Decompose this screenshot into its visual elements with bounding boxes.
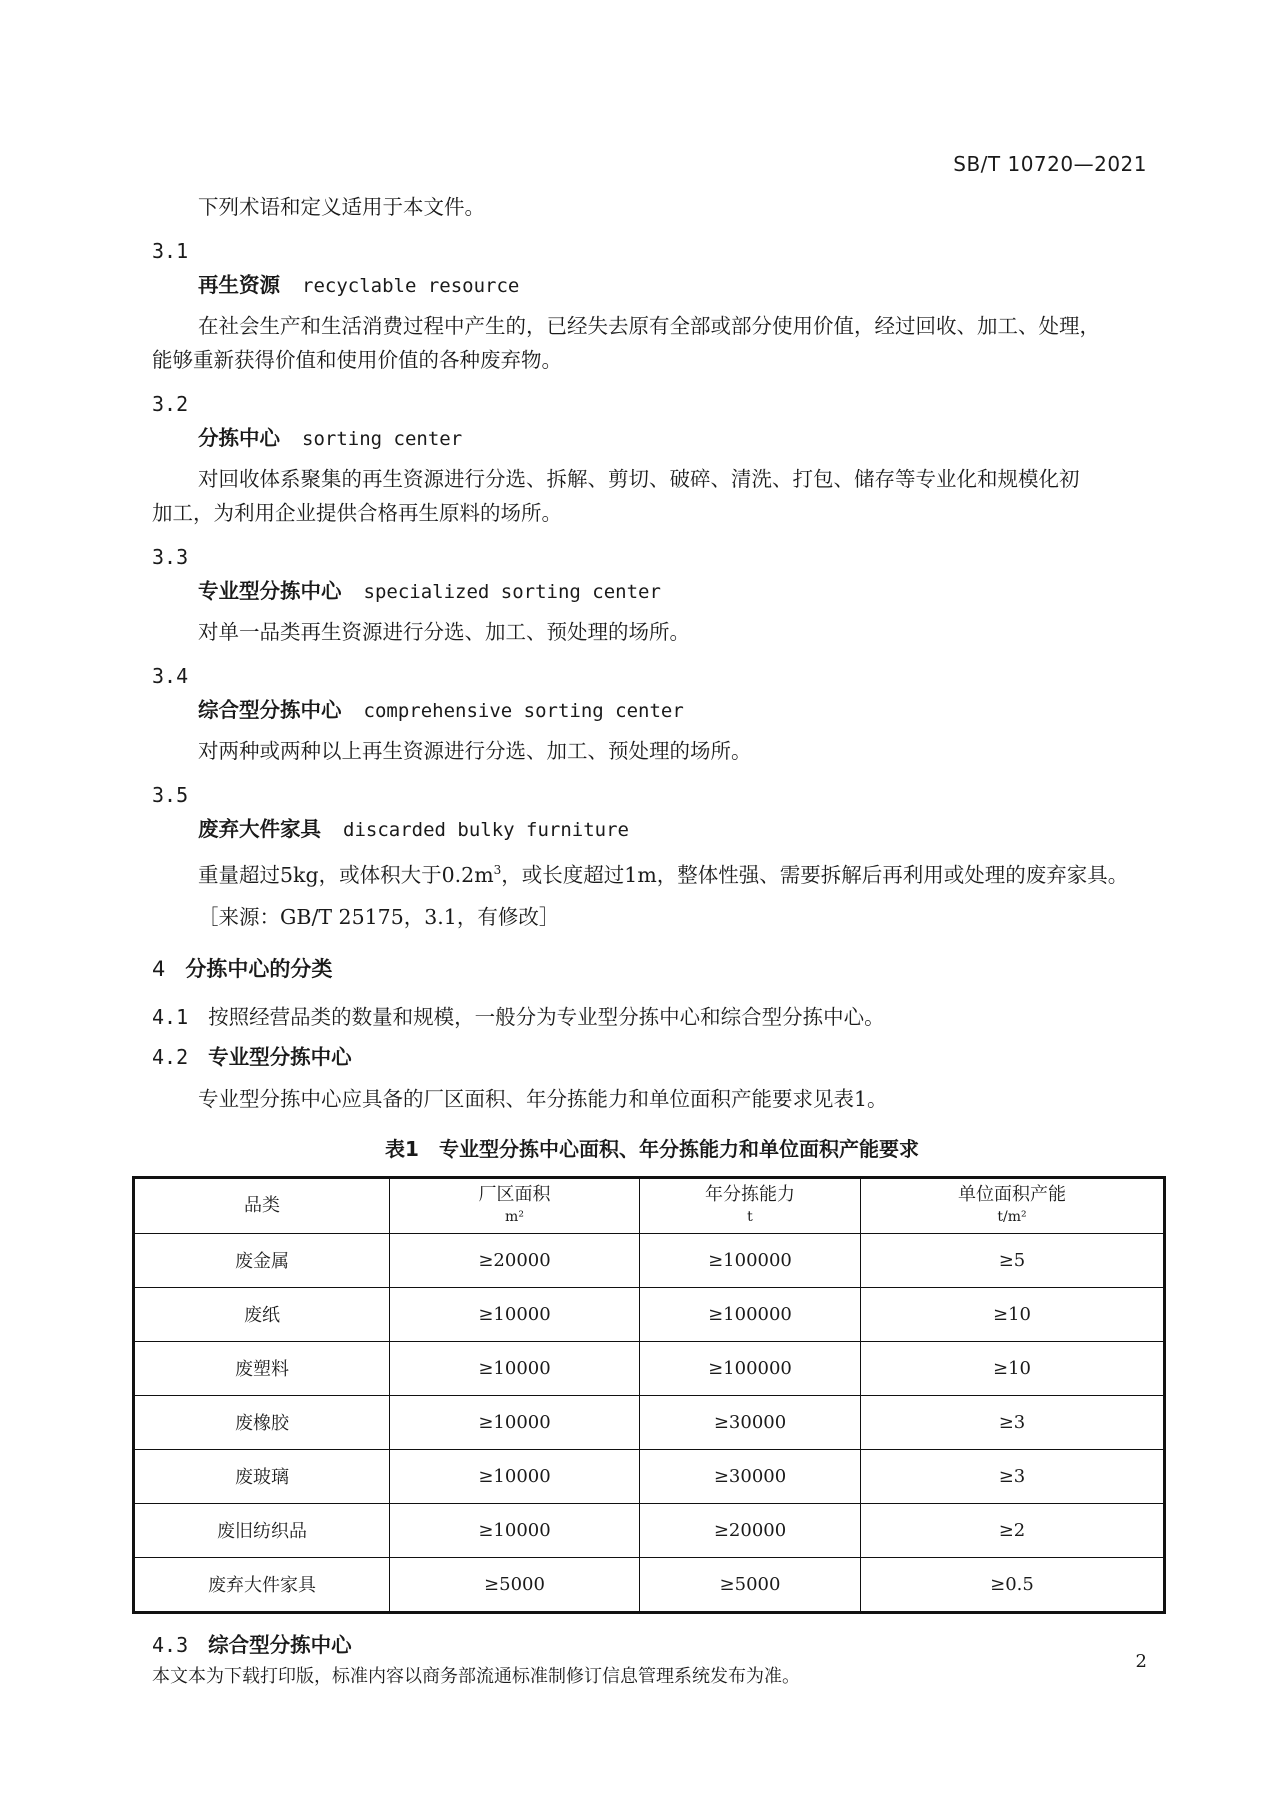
term-heading xyxy=(152,812,1152,847)
table-cell: ≥100000 xyxy=(640,1233,861,1287)
term-definition xyxy=(152,309,1152,343)
clause-text: 按照经营品类的数量和规模，一般分为专业型分拣中心和综合型分拣中心。 xyxy=(208,1004,885,1029)
table-header-cell xyxy=(640,1177,861,1233)
term-en: comprehensive sorting center xyxy=(363,700,684,722)
term-zh: 再生资源 xyxy=(198,273,280,297)
clause-number: 4.2 xyxy=(152,1044,189,1069)
table-row xyxy=(134,1557,1165,1612)
term-en: specialized sorting center xyxy=(363,581,661,603)
clause-number: 4.1 xyxy=(152,1004,189,1029)
definition-text: 重量超过5kg，或体积大于0.2m xyxy=(198,862,494,887)
clause-title: 综合型分拣中心 xyxy=(208,1632,352,1657)
clause-title: 专业型分拣中心 xyxy=(208,1044,352,1069)
table-cell: ≥10000 xyxy=(390,1449,640,1503)
table-cell: ≥100000 xyxy=(640,1287,861,1341)
table-cell: ≥10000 xyxy=(390,1341,640,1395)
table-cell: ≥10 xyxy=(861,1287,1165,1341)
table-row xyxy=(134,1503,1165,1557)
table-cell: ≥100000 xyxy=(640,1341,861,1395)
header-label: 年分拣能力 xyxy=(705,1183,795,1205)
header-label: 厂区面积 xyxy=(478,1183,551,1205)
table-cell: ≥10000 xyxy=(390,1503,640,1557)
table-cell: ≥30000 xyxy=(640,1449,861,1503)
footer-note: 本文本为下载打印版，标准内容以商务部流通标准制修订信息管理系统发布为准。 xyxy=(152,1666,800,1687)
definition-text: ，或长度超过1m，整体性强、需要拆解后再利用或处理的废弃家具。 xyxy=(501,862,1129,887)
table-cell: ≥5000 xyxy=(390,1557,640,1612)
table-row xyxy=(134,1341,1165,1395)
header-label: 品类 xyxy=(244,1194,280,1216)
table-header-cell xyxy=(861,1177,1165,1233)
table-cell: ≥20000 xyxy=(640,1503,861,1557)
definition-line: 在社会生产和生活消费过程中产生的，已经失去原有全部或部分使用价值，经过回收、加工、处理， xyxy=(198,314,1100,338)
term-definition: 对两种或两种以上再生资源进行分选、加工、预处理的场所。 xyxy=(198,739,752,763)
term-number: 3.4 xyxy=(152,664,189,688)
term-definition: 对单一品类再生资源进行分选、加工、预处理的场所。 xyxy=(198,620,690,644)
table-cell: ≥10000 xyxy=(390,1395,640,1449)
table-cell: 废橡胶 xyxy=(134,1395,390,1449)
term-heading xyxy=(152,421,1152,456)
term-heading xyxy=(152,693,1152,728)
requirements-table xyxy=(132,1176,1166,1614)
table-cell: 废纸 xyxy=(134,1287,390,1341)
term-definition xyxy=(152,853,1152,892)
chapter-heading xyxy=(152,952,1152,986)
table-row xyxy=(134,1449,1165,1503)
table-cell: ≥20000 xyxy=(390,1233,640,1287)
table-cell: ≥5 xyxy=(861,1233,1165,1287)
clause-text: 专业型分拣中心应具备的厂区面积、年分拣能力和单位面积产能要求见表1。 xyxy=(198,1086,888,1111)
table-cell: ≥3 xyxy=(861,1395,1165,1449)
table-row xyxy=(134,1395,1165,1449)
term-heading xyxy=(152,268,1152,303)
term-number: 3.2 xyxy=(152,392,189,416)
table-cell: ≥2 xyxy=(861,1503,1165,1557)
table-caption: 表1 专业型分拣中心面积、年分拣能力和单位面积产能要求 xyxy=(385,1136,919,1161)
standard-code: SB/T 10720—2021 xyxy=(953,152,1147,176)
header-unit: t/m² xyxy=(997,1208,1027,1225)
term-en: recyclable resource xyxy=(302,275,520,297)
table-row xyxy=(134,1287,1165,1341)
table-cell: ≥30000 xyxy=(640,1395,861,1449)
clause-number: 4.3 xyxy=(152,1632,189,1657)
table-header-cell xyxy=(134,1177,390,1233)
table-cell: ≥3 xyxy=(861,1449,1165,1503)
table-cell: ≥5000 xyxy=(640,1557,861,1612)
term-zh: 分拣中心 xyxy=(198,426,280,450)
chapter-title: 分拣中心的分类 xyxy=(185,956,333,981)
term-source: ［来源：GB/T 25175，3.1，有修改］ xyxy=(198,904,560,929)
table-row xyxy=(134,1233,1165,1287)
clause-4-1 xyxy=(152,1000,1152,1034)
page-number: 2 xyxy=(1135,1651,1147,1672)
clause-4-2 xyxy=(152,1040,1152,1074)
term-definition xyxy=(152,462,1152,496)
clause-4-3 xyxy=(152,1628,1152,1662)
table-header-cell xyxy=(390,1177,640,1233)
table-cell: 废金属 xyxy=(134,1233,390,1287)
superscript: 3 xyxy=(493,863,502,877)
header-label: 单位面积产能 xyxy=(958,1183,1066,1205)
definition-line: 对回收体系聚集的再生资源进行分选、拆解、剪切、破碎、清洗、打包、储存等专业化和规模化初 xyxy=(198,467,1080,491)
header-unit: m² xyxy=(505,1208,524,1225)
term-number: 3.5 xyxy=(152,783,189,807)
table-cell: 废弃大件家具 xyxy=(134,1557,390,1612)
table-cell: ≥10000 xyxy=(390,1287,640,1341)
term-zh: 废弃大件家具 xyxy=(198,817,321,841)
chapter-number: 4 xyxy=(152,956,166,981)
table-cell: 废塑料 xyxy=(134,1341,390,1395)
term-en: sorting center xyxy=(302,428,463,450)
terms-intro: 下列术语和定义适用于本文件。 xyxy=(198,195,485,219)
definition-line: 能够重新获得价值和使用价值的各种废弃物。 xyxy=(152,348,562,372)
term-heading xyxy=(152,574,1152,609)
definition-line: 加工，为利用企业提供合格再生原料的场所。 xyxy=(152,501,562,525)
table-cell: ≥10 xyxy=(861,1341,1165,1395)
header-unit: t xyxy=(747,1208,753,1225)
table-header-row xyxy=(134,1177,1165,1233)
term-zh: 综合型分拣中心 xyxy=(198,698,342,722)
table-cell: 废旧纺织品 xyxy=(134,1503,390,1557)
term-en: discarded bulky furniture xyxy=(343,819,629,841)
term-zh: 专业型分拣中心 xyxy=(198,579,342,603)
term-number: 3.1 xyxy=(152,239,189,263)
term-number: 3.3 xyxy=(152,545,189,569)
document-body xyxy=(152,190,1152,1662)
table-cell: ≥0.5 xyxy=(861,1557,1165,1612)
table-cell: 废玻璃 xyxy=(134,1449,390,1503)
